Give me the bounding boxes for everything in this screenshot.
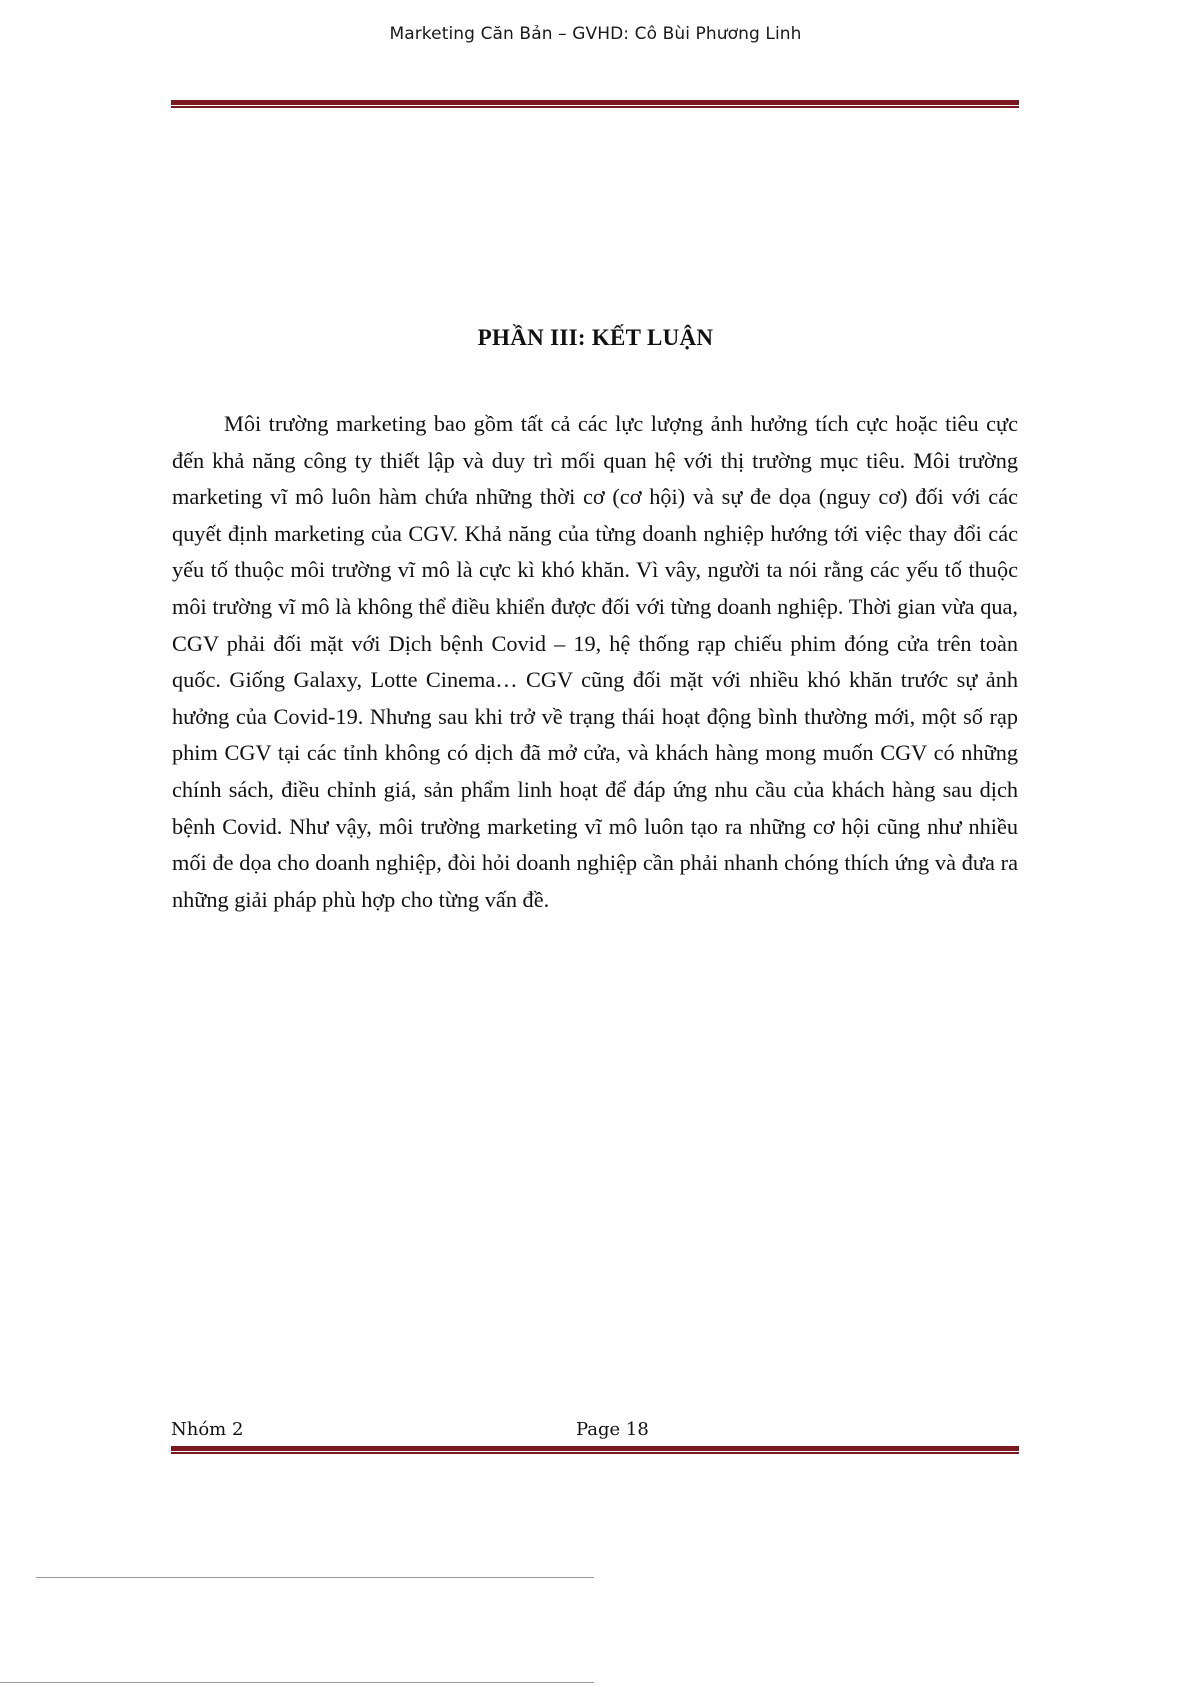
page-separator	[36, 1577, 594, 1578]
footer-rule-thick	[171, 1446, 1019, 1451]
footer-page-number: Page 18	[576, 1419, 649, 1440]
conclusion-paragraph: Môi trường marketing bao gồm tất cả các lực lượng ảnh hưởng tích cực hoặc tiêu cực đến khả năng công ty thiết lập và duy trì mối quan hệ với thị trường mục tiêu. Môi trường marketing vĩ mô luôn hàm chứa những thời cơ (cơ hội) và sự đe dọa (nguy cơ) đối với các quyết định marketing của CGV. Khả năng của từng doanh nghiệp hướng tới việc thay đổi các yếu tố thuộc môi trường vĩ mô là cực kì khó khăn. Vì vây, người ta nói rằng các yếu tố thuộc môi trường vĩ mô là không thể điều khiển được đối với từng doanh nghiệp. Thời gian vừa qua, CGV phải đối mặt với Dịch bệnh Covid – 19, hệ thống rạp chiếu phim đóng cửa trên toàn quốc. Giống Galaxy, Lotte Cinema… CGV cũng đối mặt với nhiều khó khăn trước sự ảnh hưởng của Covid-19. Nhưng sau khi trở về trạng thái hoạt động bình thường mới, một số rạp phim CGV tại các tỉnh không có dịch đã mở cửa, và khách hàng mong muốn CGV có những chính sách, điều chỉnh giá, sản phẩm linh hoạt để đáp ứng nhu cầu của khách hàng sau dịch bệnh Covid. Như vậy, môi trường marketing vĩ mô luôn tạo ra những cơ hội cũng như nhiều mối đe dọa cho doanh nghiệp, đòi hỏi doanh nghiệp cần phải nhanh chóng thích ứng và đưa ra những giải pháp phù hợp cho từng vấn đề.	[172, 411, 1018, 912]
section-title: PHẦN III: KẾT LUẬN	[477, 325, 714, 350]
page-bottom-separator	[0, 1682, 594, 1683]
footer-rule-thin	[171, 1452, 1019, 1454]
header-rule-thick	[171, 100, 1019, 105]
header-rule-thin	[171, 106, 1019, 108]
running-header: Marketing Căn Bản – GVHD: Cô Bùi Phương Linh	[389, 24, 802, 44]
footer-rule	[171, 1446, 1019, 1454]
footer-group-label: Nhóm 2	[171, 1419, 244, 1440]
header-rule	[171, 100, 1019, 108]
